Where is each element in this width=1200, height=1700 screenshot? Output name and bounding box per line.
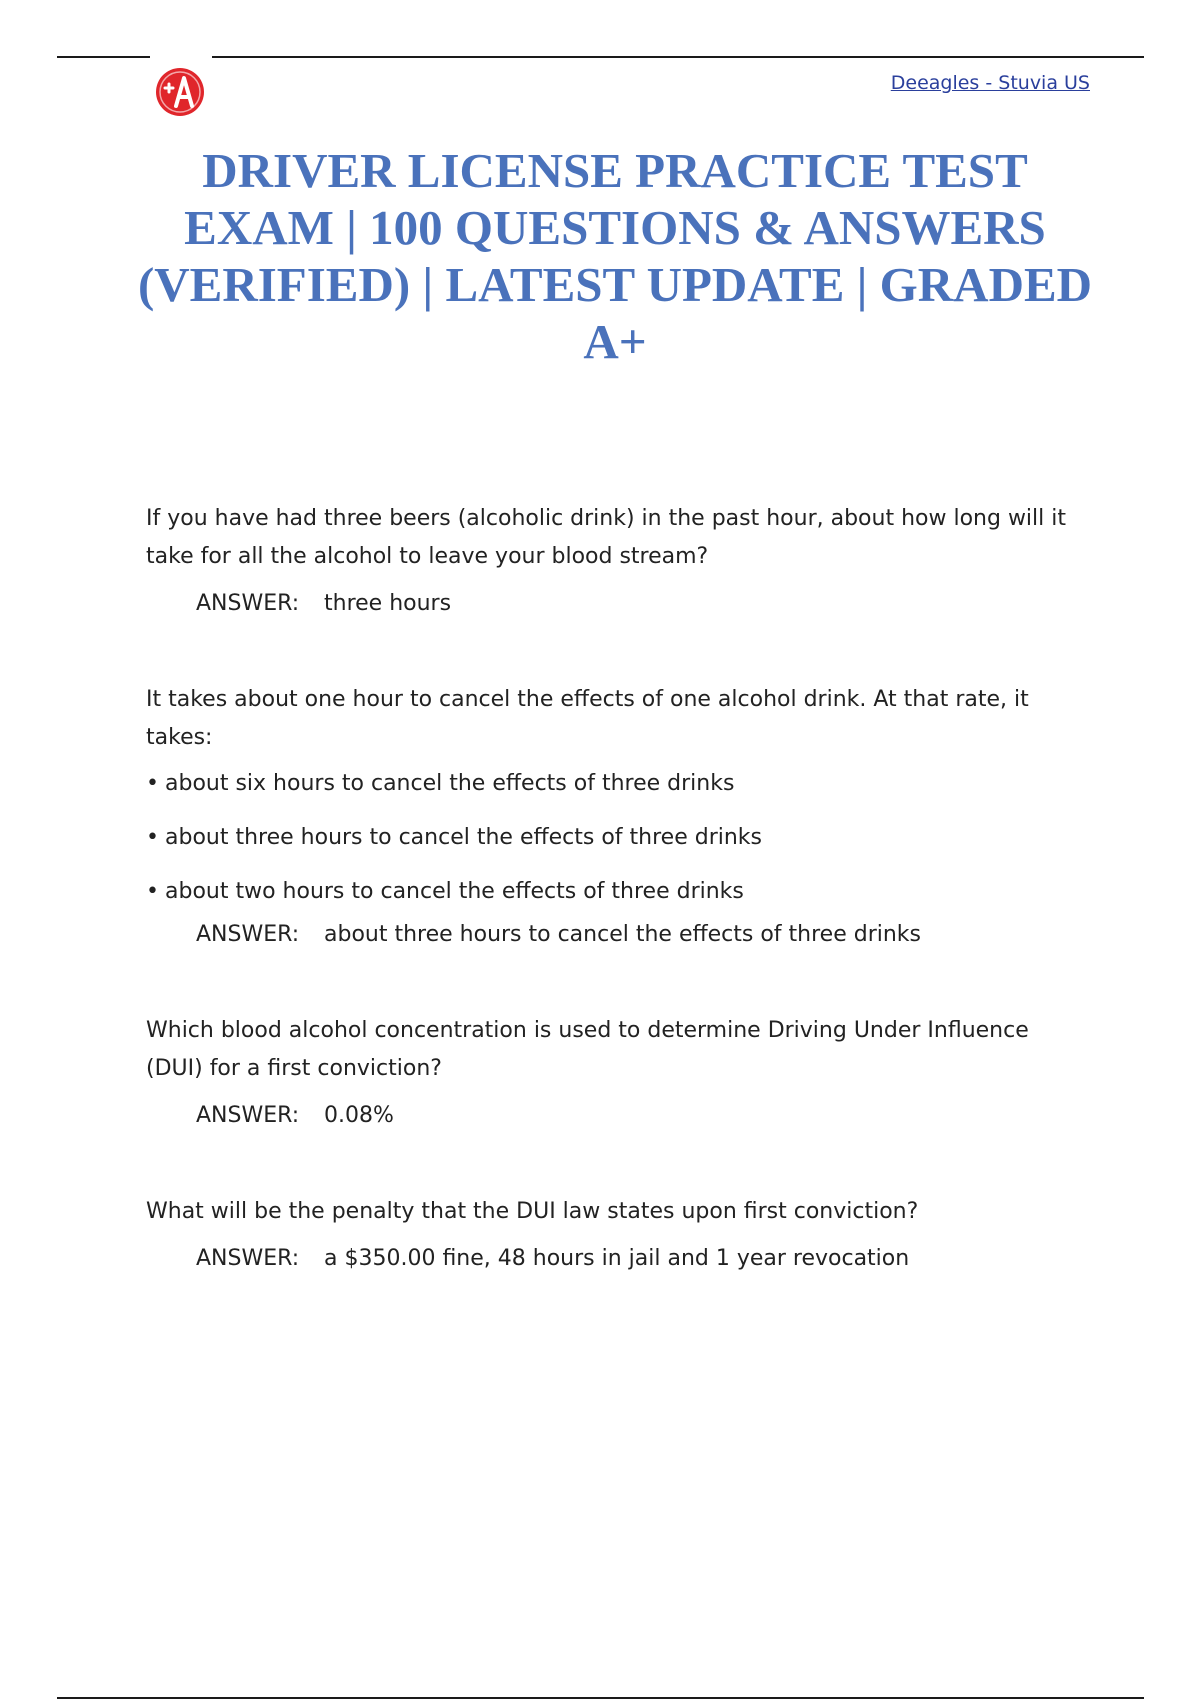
qa-item xyxy=(146,681,1086,950)
option-text: about six hours to cancel the effects of three drinks xyxy=(165,771,735,796)
answer-line xyxy=(196,589,1086,619)
author-store-link[interactable]: Deeagles - Stuvia US xyxy=(890,72,1090,94)
option-text: about three hours to cancel the effects of three drinks xyxy=(165,825,763,850)
answer-label: ANSWER: xyxy=(196,591,300,616)
answer-text: three hours xyxy=(324,591,452,616)
plus-a-badge-icon xyxy=(154,66,206,118)
qa-item xyxy=(146,1012,1086,1131)
footer-rule xyxy=(57,1697,1144,1699)
answer-line xyxy=(196,920,1086,950)
header-rule-right xyxy=(212,56,1144,58)
header-rule-left xyxy=(57,56,150,58)
document-title: DRIVER LICENSE PRACTICE TEST EXAM | 100 QUESTIONS & ANSWERS (VERIFIED) | LATEST UPDATE | GRADED A+ xyxy=(137,143,1093,369)
answer-label: ANSWER: xyxy=(196,1246,300,1271)
question-text: Which blood alcohol concentration is used to determine Driving Under Influence (DUI) for a first conviction? xyxy=(146,1018,1029,1081)
answer-text: 0.08% xyxy=(324,1103,394,1128)
answer-text: a $350.00 fine, 48 hours in jail and 1 year revocation xyxy=(324,1246,910,1271)
bullet-icon: • xyxy=(146,879,159,904)
option-item xyxy=(146,823,1086,853)
question-text: What will be the penalty that the DUI law states upon first conviction? xyxy=(146,1199,919,1224)
question-text: It takes about one hour to cancel the effects of one alcohol drink. At that rate, it takes: xyxy=(146,687,1029,750)
answer-line xyxy=(196,1244,1086,1274)
option-item xyxy=(146,769,1086,799)
answer-text: about three hours to cancel the effects of three drinks xyxy=(324,922,922,947)
qa-item xyxy=(146,500,1086,619)
answer-label: ANSWER: xyxy=(196,922,300,947)
question-text: If you have had three beers (alcoholic drink) in the past hour, about how long will it take for all the alcohol to leave your blood stream? xyxy=(146,506,1067,569)
bullet-icon: • xyxy=(146,825,159,850)
option-text: about two hours to cancel the effects of three drinks xyxy=(165,879,744,904)
options-list xyxy=(146,769,1086,907)
answer-line xyxy=(196,1101,1086,1131)
qa-item xyxy=(146,1193,1086,1274)
qa-list xyxy=(146,500,1086,1336)
bullet-icon: • xyxy=(146,771,159,796)
answer-label: ANSWER: xyxy=(196,1103,300,1128)
option-item xyxy=(146,877,1086,907)
